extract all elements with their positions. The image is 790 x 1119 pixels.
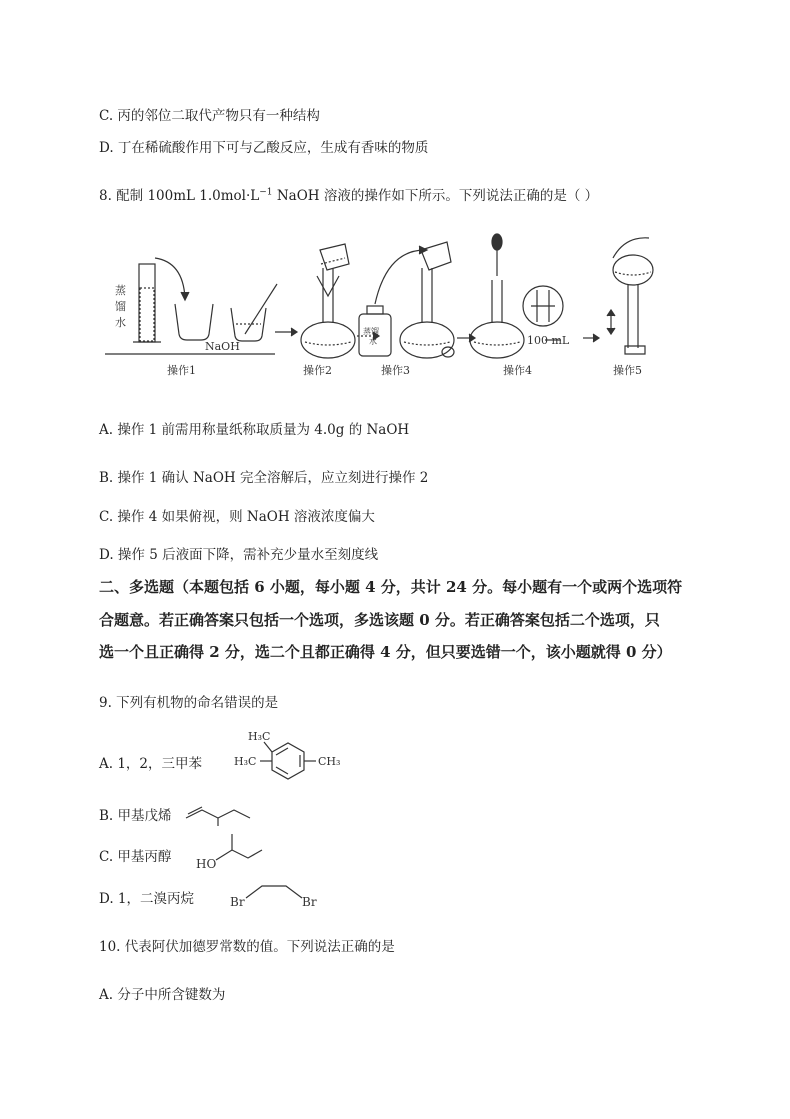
q9-option-a: A. 1，2，三甲苯 <box>99 756 203 772</box>
q10-option-a: A. 分子中所含键数为 <box>99 987 226 1003</box>
hydroxyl-label: HO <box>196 857 217 871</box>
q8-stem-exponent: −1 <box>259 187 273 198</box>
water-label-1: 蒸 <box>115 284 126 297</box>
beaker-1 <box>175 304 213 340</box>
q8-stem <box>99 184 598 204</box>
volumetric-flask-3 <box>400 322 454 358</box>
pouring-beaker-2 <box>320 244 349 270</box>
op5-label: 操作5 <box>613 364 642 377</box>
section2-line1: 二、多选题（本题包括 6 小题，每小题 4 分，共计 24 分。每小题有一个或两个选项符 <box>99 578 683 596</box>
naoh-label: NaOH <box>205 340 240 353</box>
water-label-2: 馏 <box>115 300 126 313</box>
q9-structure-d <box>228 878 328 910</box>
pour-arrow-1 <box>155 258 185 298</box>
op3-label: 操作3 <box>381 364 410 377</box>
q9-option-b: B. 甲基戊烯 <box>99 808 172 824</box>
q8-stem-part1: 8. 配制 100mL 1.0mol·L <box>99 188 260 204</box>
q8-stem-part2: NaOH 溶液的操作如下所示。下列说法正确的是（ ） <box>272 188 599 204</box>
q7-option-d: D. 丁在稀硫酸作用下可与乙酸反应，生成有香味的物质 <box>99 140 429 156</box>
section2-line3: 选一个且正确得 2 分，选二个且都正确得 4 分，但只要选错一个，该小题就得 0 分） <box>99 643 672 661</box>
volumetric-flask-4 <box>470 322 524 358</box>
q9-stem: 9. 下列有机物的命名错误的是 <box>99 695 279 711</box>
pour-arrow-3 <box>375 250 425 304</box>
methyl-top: H₃C <box>248 730 271 743</box>
q8-apparatus-figure <box>105 228 665 386</box>
q8-option-c: C. 操作 4 如果俯视，则 NaOH 溶液浓度偏大 <box>99 509 375 525</box>
stirring-rod <box>245 284 277 334</box>
pouring-beaker-3 <box>421 242 451 270</box>
section2-line2: 合题意。若正确答案只包括一个选项，多选该题 0 分。若正确答案包括二个选项，只 <box>99 611 660 629</box>
q8-option-d: D. 操作 5 后液面下降，需补充少量水至刻度线 <box>99 547 379 563</box>
bottle-label-1: 蒸馏 <box>363 327 379 336</box>
q9-structure-a <box>232 728 352 792</box>
q9-structure-b <box>184 796 264 828</box>
graduated-cylinder <box>139 264 155 342</box>
q8-option-b: B. 操作 1 确认 NaOH 完全溶解后，应立刻进行操作 2 <box>99 470 429 486</box>
q8-option-a: A. 操作 1 前需用称量纸称取质量为 4.0g 的 NaOH <box>99 422 410 438</box>
q9-option-d: D. 1，二溴丙烷 <box>99 891 195 907</box>
methyl-left: H₃C <box>234 755 257 768</box>
op1-label: 操作1 <box>167 364 196 377</box>
volumetric-flask-2 <box>301 322 355 358</box>
bottle-label-2: 水 <box>369 337 377 346</box>
bromine-right: Br <box>302 895 317 909</box>
op4-label: 操作4 <box>503 364 532 377</box>
bromine-left: Br <box>230 895 245 909</box>
methyl-right: CH₃ <box>318 755 341 768</box>
volume-label: 100 mL <box>527 334 570 347</box>
q7-option-c: C. 丙的邻位二取代产物只有一种结构 <box>99 108 320 124</box>
inverted-flask <box>613 255 653 285</box>
water-label-3: 水 <box>115 316 126 329</box>
q9-option-c: C. 甲基丙醇 <box>99 849 172 865</box>
q9-structure-c <box>194 830 274 874</box>
op2-label: 操作2 <box>303 364 332 377</box>
q10-stem: 10. 代表阿伏加德罗常数的值。下列说法正确的是 <box>99 939 395 955</box>
